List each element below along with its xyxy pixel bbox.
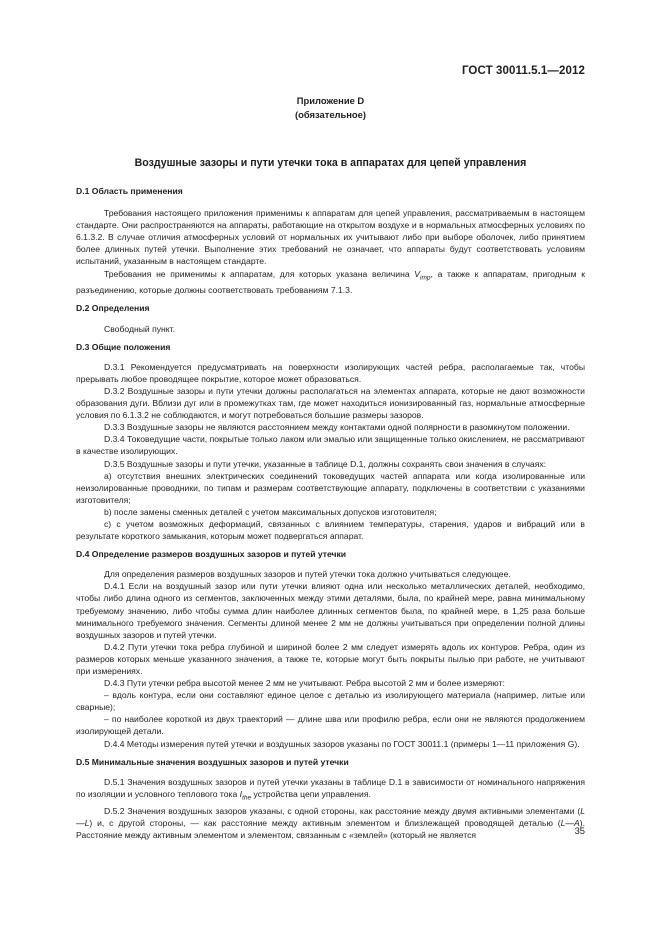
list-item [76,470,585,506]
paragraph-text: D.3.4 Токоведущие части, покрытые только лаком или эмалью или защищенные только окислением, не рассматривают в качестве изолирующих. [76,434,585,457]
paragraph-text: D.4.1 Если на воздушный зазор или пути утечки влияют одна или несколько металлических деталей, необходимо, чтобы либо длина одного из сегментов, заключенных между этими деталями, была, по крайней мере, равна минимальному требуемому значению, либо чтобы сумма длин наиболее длинных сегментов была, по крайней мере, в 1,25 раза больше минимального требуемого значения. Сегменты длиной менее 2 мм не должны учитываться при определении полной длины воздушных зазоров и путей утечки. [76,581,585,640]
section-heading-d4: D.4 Определение размеров воздушных зазоров и путей утечки [76,549,347,560]
paragraph [76,421,585,433]
appendix-label [0,94,661,121]
page-number: 35 [574,825,585,836]
paragraph [76,361,585,385]
list-item [76,713,585,737]
paragraph-text: b) после замены сменных деталей с учетом максимальных допусков изготовителя; [104,506,437,517]
paragraph [76,268,585,297]
paragraph [76,207,585,267]
paragraph-text: D.5.2 Значения воздушных зазоров указаны, с одной стороны, как расстояние между двумя активными элементами ( [104,805,581,816]
paragraph-text: – по наиболее короткой из двух траекторий — длине шва или профилю ребра, если они не являются продолжением изолирующей детали. [76,714,585,737]
paragraph-text: устройства цепи управления. [251,788,371,799]
paragraph-text: Требования настоящего приложения применимы к аппаратам для цепей управления, рассматриваемым в настоящем стандарте. Они распространяются на аппараты, работающие на открытом воздухе и в нормальных атмосферных условиях по 6.1.3.2. В случае отличия атмосферных условий от нормальных их учитывают либо при выборе оболочек, либо принятием более длинных путей утечки. Выполнение этих требований не означает, что аппараты будут соответствовать условиям испытаний, указанным в настоящем стандарте. [76,208,585,267]
symbol-subscript: imp [420,274,431,282]
list-item [76,689,585,713]
symbol-subscript: the [242,794,252,802]
paragraph [76,323,585,335]
paragraph-text: D.4.4 Методы измерения путей утечки и воздушных зазоров указаны по ГОСТ 30011.1 (примеры 1—11 приложения G). [104,738,580,749]
appendix-heading: Воздушные зазоры и пути утечки тока в аппаратах для цепей управления [134,157,527,169]
section-heading-d5: D.5 Минимальные значения воздушных зазоров и путей утечки [76,756,349,767]
paragraph-text: D.4.2 Пути утечки тока ребра глубиной и шириной более 2 мм следует измерять вдоль их контуров. Ребра, один из размеров которых меньше указанного значения, а также те, которые могут быть покрыты пылью при работе, не учитывают при измерениях. [76,641,585,676]
paragraph-text: ). Расстояние между активным элементом и элементом, связанным с «землей» (который не является [76,817,585,840]
paragraph [76,385,585,421]
paragraph [76,580,585,640]
paragraph [76,433,585,457]
paragraph-text: D.5.1 Значения воздушных зазоров и путей утечки указаны в таблице D.1 в зависимости от номинального напряжения по изоляции и условного теплового тока [76,776,585,799]
paragraph-text: с) с учетом возможных деформаций, связанных с влиянием температуры, старения, ударов и вибраций или в результате короткого замыкания, которым может подвергаться аппарат. [76,518,585,542]
paragraph-text: D.3.2 Воздушные зазоры и пути утечки должны располагаться на элементах аппарата, которые не дают возможности образования дуги. Вблизи дуг или в промежутках там, где может находиться ионизированный газ, нормальные атмосферные условия по 6.1.3.2 не соблюдаются, и могут потребоваться большие размеры зазоров. [76,385,585,421]
paragraph [76,641,585,677]
section-heading-d2: D.2 Определения [76,303,150,314]
appendix-status: (обязательное) [295,108,366,120]
paragraph [76,568,585,580]
paragraph-text: ) и, с другой стороны, — как расстояние между активным элементом и близлежащей проводящей деталью ( [89,817,561,828]
paragraph [76,677,585,689]
paragraph-text: , а также к аппаратам, пригодным к разъединению, которые должны соответствовать требованиям 7.1.3. [76,268,585,296]
section-heading-d3: D.3 Общие положения [76,341,171,352]
standard-header: ГОСТ 30011.5.1—2012 [461,65,585,77]
paragraph-text: D.3.5 Воздушные зазоры и пути утечки, указанные в таблице D.1, должны сохранять свои значения в случаях: [104,458,547,469]
paragraph-text: D.3.3 Воздушные зазоры не являются расстоянием между контактами одной полярности в разомкнутом положении. [104,422,570,433]
paragraph-text: D.4.3 Пути утечки ребра высотой менее 2 мм не учитывают. Ребра высотой 2 мм и более измеряют: [104,678,505,689]
paragraph [76,738,585,750]
paragraph [76,805,585,841]
symbol: L—L [76,805,585,828]
symbol: V [414,268,421,279]
paragraph-text: – вдоль контура, если они составляют единое целое с деталью из изолирующего материала (например, литые или сварные); [76,690,585,713]
section-heading-d1: D.1 Область применения [76,186,183,196]
paragraph-text: Требования не применимы к аппаратам, для которых указана величина [104,268,415,279]
appendix-title: Приложение D [296,95,365,106]
symbol: L—A [560,817,580,828]
list-item [76,506,585,518]
list-item [76,518,585,542]
document-body [76,183,585,841]
paragraph-text: Свободный пункт. [104,323,176,334]
symbol: I [239,788,243,799]
paragraph [76,458,585,470]
paragraph [76,776,585,805]
paragraph-text: а) отсутствия внешних электрических соединений токоведущих частей аппарата или когда изолированные или неизолированные проводники, по типам и размерам соответствующие аппарату, подключены в соответствии с указаниями изготовителя; [76,470,585,505]
paragraph-text: Для определения размеров воздушных зазоров и путей утечки тока должно учитываться следующее. [104,569,511,580]
paragraph-text: D.3.1 Рекомендуется предусматривать на поверхности изолирующих частей ребра, располагаемые так, чтобы прерывать любое проводящее покрытие, которое может образоваться. [76,361,585,384]
